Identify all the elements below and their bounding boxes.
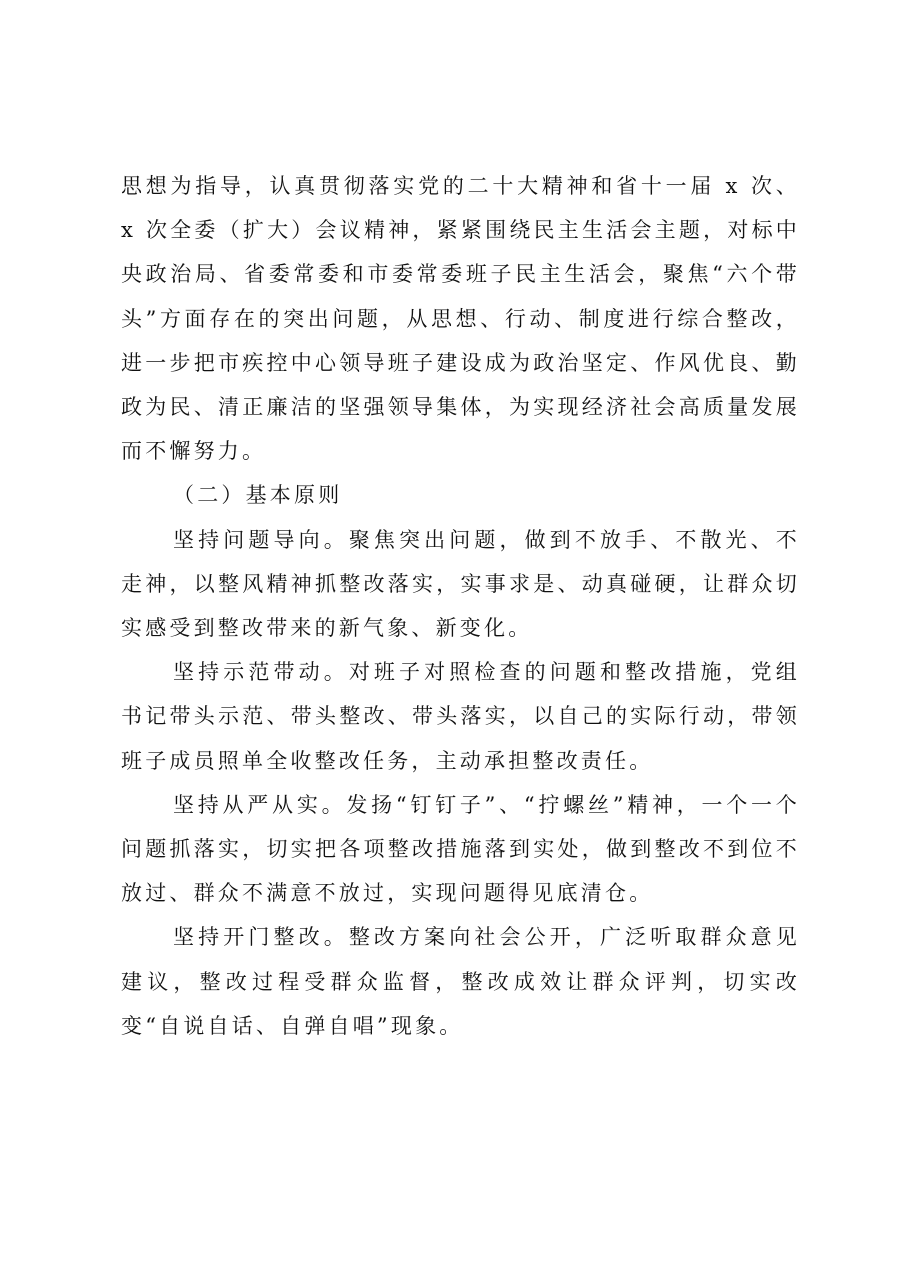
paragraph-strict-practical: 坚持从严从实。发扬“钉钉子”、“拧螺丝”精神，一个一个问题抓落实，切实把各项整改措施落到实处，做到整改不到位不放过、群众不满意不放过，实现问题得见底清仓。 [121,792,800,906]
paragraph-open-rectification: 坚持开门整改。整改方案向社会公开，广泛听取群众意见建议，整改过程受群众监督，整改成效让群众评判，切实改变“自说自话、自弹自唱”现象。 [121,925,800,1038]
paragraph-demonstration-lead: 坚持示范带动。对班子对照检查的问题和整改措施，党组书记带头示范、带头整改、带头落实，以自己的实际行动，带领班子成员照单全收整改任务，主动承担整改责任。 [121,660,800,773]
paragraph-problem-oriented: 坚持问题导向。聚焦突出问题，做到不放手、不散光、不走神，以整风精神抓整改落实，实事求是、动真碰硬，让群众切实感受到整改带来的新气象、新变化。 [121,527,800,641]
section-heading-basic-principles: （二）基本原则 [173,483,343,508]
paragraph-guiding-ideology: 思想为指导，认真贯彻落实党的二十大精神和省十一届 x 次、x 次全委（扩大）会议精神，紧紧围绕民主生活会主题，对标中央政治局、省委常委和市委常委班子民主生活会，聚焦“六个带头”方面存在的突出问题，从思想、行动、制度进行综合整改，进一步把市疾控中心领导班子建设成为政治坚定、作风优良、勤政为民、清正廉洁的坚强领导集体，为实现经济社会高质量发展而不懈努力。 [121,174,800,464]
